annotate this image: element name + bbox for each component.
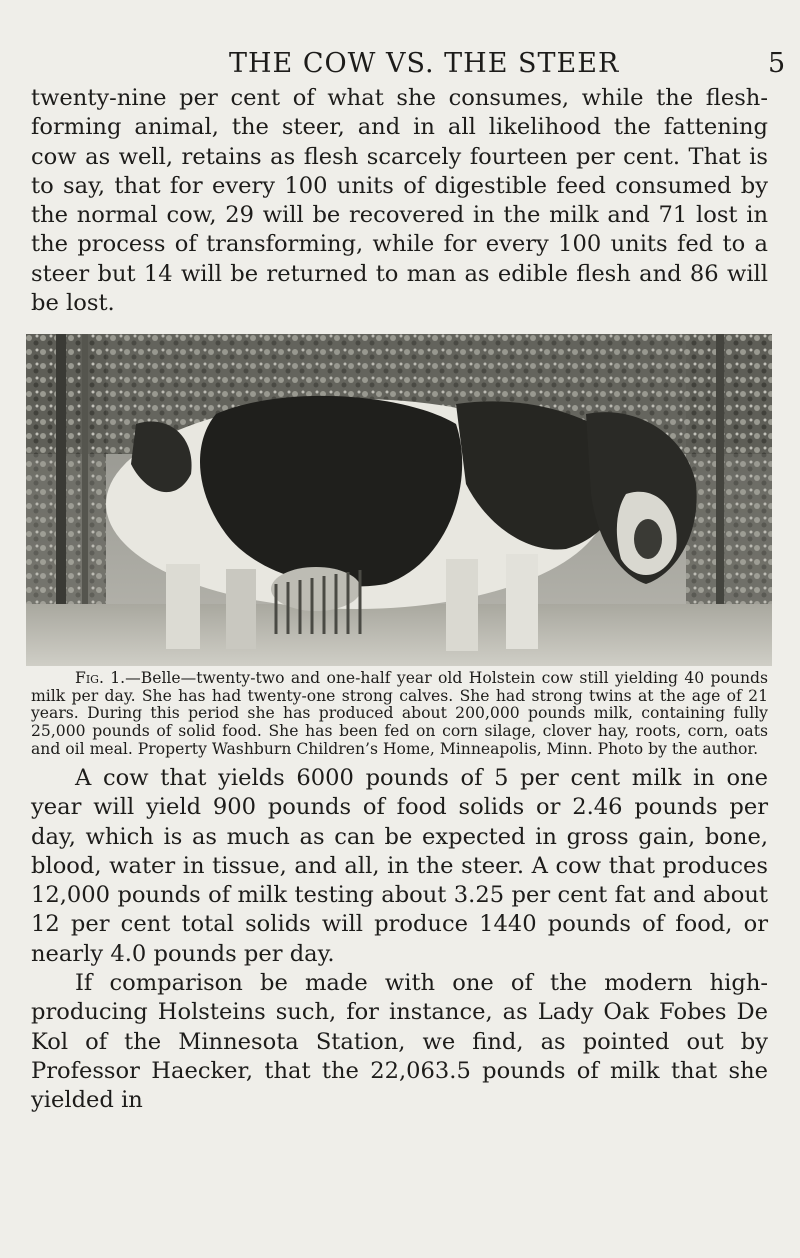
figure-label: Fig. 1.	[75, 669, 126, 687]
body-paragraph-2: A cow that yields 6000 pounds of 5 per cent milk in one year will yield 900 pounds of food solids or 2.46 pounds per day, which is as much as can be expected in gross gain, bone, blood, water in tissue, and all, in the steer. A cow that produces 12,000 pounds of milk testing about 3.25 per cent fat and about 12 per cent total solids will produce 1440 pounds of food, or nearly 4.0 pounds per day.	[31, 765, 768, 967]
body-paragraph-3: If comparison be made with one of the modern high-producing Holsteins such, for instance, as Lady Oak Fobes De Kol of the Minnesota Station, we find, as pointed out by Professor Haecker, that the 22,063.5 pounds of milk that she yielded in	[31, 970, 768, 1114]
figure-caption	[31, 670, 768, 759]
running-title: THE COW VS. THE STEER	[229, 48, 620, 79]
cow-photograph	[26, 334, 772, 666]
running-head	[0, 48, 800, 88]
caption-text: —Belle—twenty-two and one-half year old Holstein cow still yielding 40 pounds milk per day. She has had twenty-one strong calves. She had strong twins at the age of 21 years. During this period she has produced about 200,000 pounds milk, containing fully 25,000 pounds of solid food. She has been fed on corn silage, clover hay, roots, corn, oats and oil meal. Property Washburn Children’s Home, Minneapolis, Minn. Photo by the author.	[31, 669, 769, 758]
page-number: 5	[768, 48, 786, 79]
body-paragraph-1: twenty-nine per cent of what she consumes, while the flesh-forming animal, the steer, and in all likelihood the fattening cow as well, retains as flesh scarcely fourteen per cent. That is to say, that for every 100 units of digestible feed consumed by the normal cow, 29 will be recovered in the milk and 71 lost in the process of transforming, while for every 100 units fed to a steer but 14 will be returned to man as edible flesh and 86 will be lost.	[31, 85, 768, 317]
